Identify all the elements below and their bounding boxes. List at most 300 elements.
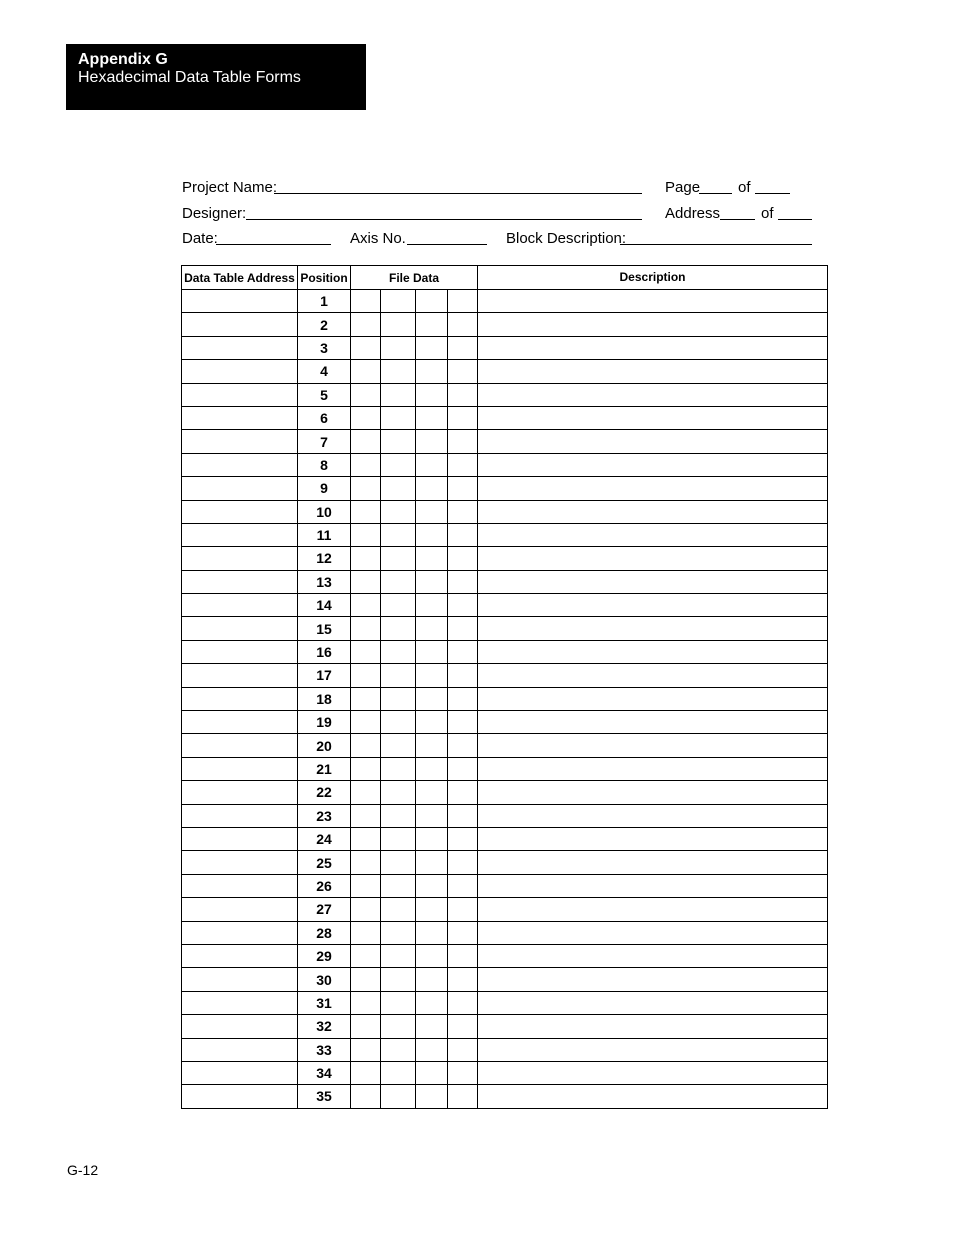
file-data-cell[interactable] xyxy=(448,383,478,406)
address-cell[interactable] xyxy=(182,477,298,500)
file-data-cell[interactable] xyxy=(351,406,381,429)
position-cell: 16 xyxy=(298,640,351,663)
file-data-cell[interactable] xyxy=(381,1015,416,1038)
file-data-cell[interactable] xyxy=(381,804,416,827)
file-data-cell[interactable] xyxy=(381,383,416,406)
table-row xyxy=(182,336,828,359)
table-row xyxy=(182,640,828,663)
address-cell[interactable] xyxy=(182,1085,298,1108)
file-data-cell[interactable] xyxy=(351,944,381,967)
position-cell: 12 xyxy=(298,547,351,570)
file-data-cell[interactable] xyxy=(351,734,381,757)
col-header-description: Description xyxy=(478,266,828,290)
address-of-label: of xyxy=(761,205,774,222)
description-cell[interactable] xyxy=(478,664,828,687)
file-data-cell[interactable] xyxy=(381,968,416,991)
description-cell[interactable] xyxy=(478,313,828,336)
table-row xyxy=(182,968,828,991)
description-cell[interactable] xyxy=(478,290,828,313)
address-cell[interactable] xyxy=(182,523,298,546)
table-row xyxy=(182,1061,828,1084)
file-data-cell[interactable] xyxy=(416,523,448,546)
file-data-cell[interactable] xyxy=(381,430,416,453)
address-cell[interactable] xyxy=(182,313,298,336)
file-data-cell[interactable] xyxy=(351,1061,381,1084)
file-data-cell[interactable] xyxy=(351,523,381,546)
file-data-cell[interactable] xyxy=(416,617,448,640)
address-cell[interactable] xyxy=(182,734,298,757)
file-data-cell[interactable] xyxy=(351,921,381,944)
table-row xyxy=(182,547,828,570)
page-of-label: of xyxy=(738,179,751,196)
table-row xyxy=(182,757,828,780)
file-data-cell[interactable] xyxy=(416,781,448,804)
file-data-cell[interactable] xyxy=(448,1085,478,1108)
file-data-cell[interactable] xyxy=(381,664,416,687)
file-data-cell[interactable] xyxy=(351,711,381,734)
description-cell[interactable] xyxy=(478,851,828,874)
address-cell[interactable] xyxy=(182,711,298,734)
position-cell: 9 xyxy=(298,477,351,500)
file-data-cell[interactable] xyxy=(351,991,381,1014)
file-data-cell[interactable] xyxy=(351,594,381,617)
file-data-cell[interactable] xyxy=(416,640,448,663)
table-row xyxy=(182,827,828,850)
file-data-cell[interactable] xyxy=(416,734,448,757)
position-cell: 24 xyxy=(298,827,351,850)
position-cell: 15 xyxy=(298,617,351,640)
address-cell[interactable] xyxy=(182,874,298,897)
file-data-cell[interactable] xyxy=(351,547,381,570)
file-data-cell[interactable] xyxy=(381,570,416,593)
table-row xyxy=(182,523,828,546)
file-data-cell[interactable] xyxy=(416,360,448,383)
file-data-cell[interactable] xyxy=(448,453,478,476)
designer-label: Designer: xyxy=(182,205,247,222)
file-data-cell[interactable] xyxy=(381,1038,416,1061)
project-name-field[interactable] xyxy=(274,193,642,194)
col-header-address: Data Table Address xyxy=(182,266,298,290)
address-cell[interactable] xyxy=(182,500,298,523)
file-data-cell[interactable] xyxy=(381,360,416,383)
form-row-date xyxy=(182,230,822,250)
file-data-cell[interactable] xyxy=(448,804,478,827)
address-cell[interactable] xyxy=(182,921,298,944)
description-cell[interactable] xyxy=(478,336,828,359)
date-label: Date: xyxy=(182,230,218,247)
position-cell: 32 xyxy=(298,1015,351,1038)
address-cell[interactable] xyxy=(182,336,298,359)
table-row xyxy=(182,781,828,804)
description-cell[interactable] xyxy=(478,383,828,406)
description-cell[interactable] xyxy=(478,406,828,429)
file-data-cell[interactable] xyxy=(448,664,478,687)
description-cell[interactable] xyxy=(478,687,828,710)
col-header-position: Position xyxy=(298,266,351,290)
table-row xyxy=(182,290,828,313)
position-cell: 28 xyxy=(298,921,351,944)
position-cell: 8 xyxy=(298,453,351,476)
file-data-cell[interactable] xyxy=(351,851,381,874)
description-cell[interactable] xyxy=(478,594,828,617)
file-data-cell[interactable] xyxy=(351,290,381,313)
block-description-field[interactable] xyxy=(620,244,812,245)
table-row xyxy=(182,360,828,383)
table-row xyxy=(182,477,828,500)
address-cell[interactable] xyxy=(182,781,298,804)
address-cell[interactable] xyxy=(182,664,298,687)
address-cell[interactable] xyxy=(182,804,298,827)
position-cell: 30 xyxy=(298,968,351,991)
file-data-cell[interactable] xyxy=(381,757,416,780)
description-cell[interactable] xyxy=(478,500,828,523)
file-data-cell[interactable] xyxy=(416,1015,448,1038)
file-data-cell[interactable] xyxy=(448,477,478,500)
file-data-cell[interactable] xyxy=(416,804,448,827)
file-data-cell[interactable] xyxy=(381,453,416,476)
position-cell: 18 xyxy=(298,687,351,710)
address-cell[interactable] xyxy=(182,594,298,617)
file-data-cell[interactable] xyxy=(416,664,448,687)
position-cell: 31 xyxy=(298,991,351,1014)
file-data-cell[interactable] xyxy=(416,827,448,850)
description-cell[interactable] xyxy=(478,734,828,757)
file-data-cell[interactable] xyxy=(448,290,478,313)
description-cell[interactable] xyxy=(478,1015,828,1038)
position-cell: 14 xyxy=(298,594,351,617)
file-data-cell[interactable] xyxy=(448,921,478,944)
file-data-cell[interactable] xyxy=(416,991,448,1014)
table-row xyxy=(182,804,828,827)
table-row xyxy=(182,383,828,406)
file-data-cell[interactable] xyxy=(416,453,448,476)
position-cell: 21 xyxy=(298,757,351,780)
file-data-cell[interactable] xyxy=(381,1061,416,1084)
page-number-field[interactable] xyxy=(699,193,732,194)
file-data-cell[interactable] xyxy=(448,781,478,804)
file-data-cell[interactable] xyxy=(381,336,416,359)
file-data-cell[interactable] xyxy=(448,360,478,383)
table-row xyxy=(182,1015,828,1038)
description-cell[interactable] xyxy=(478,453,828,476)
file-data-cell[interactable] xyxy=(448,711,478,734)
file-data-cell[interactable] xyxy=(351,804,381,827)
file-data-cell[interactable] xyxy=(381,477,416,500)
file-data-cell[interactable] xyxy=(448,968,478,991)
address-cell[interactable] xyxy=(182,827,298,850)
position-cell: 19 xyxy=(298,711,351,734)
address-cell[interactable] xyxy=(182,640,298,663)
axis-field[interactable] xyxy=(407,244,487,245)
table-header-row xyxy=(182,266,828,290)
file-data-cell[interactable] xyxy=(381,898,416,921)
file-data-cell[interactable] xyxy=(448,944,478,967)
file-data-cell[interactable] xyxy=(351,827,381,850)
file-data-cell[interactable] xyxy=(381,827,416,850)
file-data-cell[interactable] xyxy=(416,570,448,593)
file-data-cell[interactable] xyxy=(351,781,381,804)
file-data-cell[interactable] xyxy=(416,383,448,406)
file-data-cell[interactable] xyxy=(416,500,448,523)
description-cell[interactable] xyxy=(478,827,828,850)
position-cell: 25 xyxy=(298,851,351,874)
position-cell: 5 xyxy=(298,383,351,406)
address-cell[interactable] xyxy=(182,991,298,1014)
address-cell[interactable] xyxy=(182,1061,298,1084)
file-data-cell[interactable] xyxy=(381,944,416,967)
position-cell: 29 xyxy=(298,944,351,967)
file-data-cell[interactable] xyxy=(351,874,381,897)
file-data-cell[interactable] xyxy=(416,1085,448,1108)
description-cell[interactable] xyxy=(478,874,828,897)
file-data-cell[interactable] xyxy=(448,991,478,1014)
position-cell: 17 xyxy=(298,664,351,687)
file-data-cell[interactable] xyxy=(381,711,416,734)
file-data-cell[interactable] xyxy=(351,757,381,780)
address-cell[interactable] xyxy=(182,1015,298,1038)
file-data-cell[interactable] xyxy=(416,594,448,617)
file-data-cell[interactable] xyxy=(416,711,448,734)
file-data-cell[interactable] xyxy=(416,547,448,570)
address-cell[interactable] xyxy=(182,547,298,570)
address-cell[interactable] xyxy=(182,1038,298,1061)
address-cell[interactable] xyxy=(182,851,298,874)
description-cell[interactable] xyxy=(478,968,828,991)
file-data-cell[interactable] xyxy=(448,617,478,640)
description-cell[interactable] xyxy=(478,944,828,967)
page-label: Page xyxy=(665,179,701,196)
position-cell: 13 xyxy=(298,570,351,593)
position-cell: 35 xyxy=(298,1085,351,1108)
form-row-project xyxy=(182,179,822,199)
file-data-cell[interactable] xyxy=(416,290,448,313)
table-row xyxy=(182,1038,828,1061)
file-data-cell[interactable] xyxy=(381,313,416,336)
table-row xyxy=(182,617,828,640)
table-row xyxy=(182,874,828,897)
file-data-cell[interactable] xyxy=(416,874,448,897)
file-data-cell[interactable] xyxy=(448,687,478,710)
file-data-cell[interactable] xyxy=(448,336,478,359)
file-data-cell[interactable] xyxy=(351,1085,381,1108)
file-data-cell[interactable] xyxy=(381,594,416,617)
file-data-cell[interactable] xyxy=(351,898,381,921)
table-row xyxy=(182,687,828,710)
description-cell[interactable] xyxy=(478,547,828,570)
file-data-cell[interactable] xyxy=(381,781,416,804)
position-cell: 4 xyxy=(298,360,351,383)
file-data-cell[interactable] xyxy=(448,640,478,663)
file-data-cell[interactable] xyxy=(448,313,478,336)
file-data-cell[interactable] xyxy=(381,523,416,546)
table-row xyxy=(182,430,828,453)
table-row xyxy=(182,991,828,1014)
file-data-cell[interactable] xyxy=(416,406,448,429)
file-data-cell[interactable] xyxy=(416,851,448,874)
table-row xyxy=(182,500,828,523)
table-row xyxy=(182,921,828,944)
description-cell[interactable] xyxy=(478,781,828,804)
page-number: G-12 xyxy=(67,1162,99,1178)
description-cell[interactable] xyxy=(478,1061,828,1084)
file-data-cell[interactable] xyxy=(416,757,448,780)
file-data-cell[interactable] xyxy=(381,687,416,710)
file-data-cell[interactable] xyxy=(448,430,478,453)
file-data-cell[interactable] xyxy=(351,313,381,336)
description-cell[interactable] xyxy=(478,1038,828,1061)
address-cell[interactable] xyxy=(182,944,298,967)
file-data-cell[interactable] xyxy=(416,921,448,944)
table-row xyxy=(182,944,828,967)
file-data-cell[interactable] xyxy=(416,313,448,336)
form-row-designer xyxy=(182,205,822,225)
description-cell[interactable] xyxy=(478,617,828,640)
date-field[interactable] xyxy=(216,244,331,245)
address-cell[interactable] xyxy=(182,290,298,313)
file-data-cell[interactable] xyxy=(416,477,448,500)
description-cell[interactable] xyxy=(478,898,828,921)
file-data-cell[interactable] xyxy=(416,336,448,359)
file-data-cell[interactable] xyxy=(448,851,478,874)
file-data-cell[interactable] xyxy=(416,1038,448,1061)
address-cell[interactable] xyxy=(182,617,298,640)
position-cell: 10 xyxy=(298,500,351,523)
address-number-field[interactable] xyxy=(720,219,755,220)
position-cell: 6 xyxy=(298,406,351,429)
file-data-cell[interactable] xyxy=(448,406,478,429)
file-data-cell[interactable] xyxy=(351,430,381,453)
file-data-cell[interactable] xyxy=(416,968,448,991)
position-cell: 7 xyxy=(298,430,351,453)
file-data-cell[interactable] xyxy=(351,617,381,640)
file-data-cell[interactable] xyxy=(381,1085,416,1108)
address-cell[interactable] xyxy=(182,406,298,429)
table-row xyxy=(182,406,828,429)
file-data-cell[interactable] xyxy=(351,477,381,500)
address-cell[interactable] xyxy=(182,757,298,780)
table-row xyxy=(182,313,828,336)
description-cell[interactable] xyxy=(478,360,828,383)
file-data-cell[interactable] xyxy=(351,336,381,359)
file-data-cell[interactable] xyxy=(351,664,381,687)
file-data-cell[interactable] xyxy=(448,500,478,523)
file-data-cell[interactable] xyxy=(448,757,478,780)
description-cell[interactable] xyxy=(478,477,828,500)
file-data-cell[interactable] xyxy=(351,383,381,406)
position-cell: 2 xyxy=(298,313,351,336)
address-cell[interactable] xyxy=(182,360,298,383)
project-name-label: Project Name: xyxy=(182,179,278,196)
file-data-cell[interactable] xyxy=(381,547,416,570)
address-cell[interactable] xyxy=(182,430,298,453)
table-row xyxy=(182,570,828,593)
file-data-cell[interactable] xyxy=(416,898,448,921)
position-cell: 33 xyxy=(298,1038,351,1061)
file-data-cell[interactable] xyxy=(416,944,448,967)
file-data-cell[interactable] xyxy=(351,360,381,383)
file-data-cell[interactable] xyxy=(416,430,448,453)
address-cell[interactable] xyxy=(182,968,298,991)
file-data-cell[interactable] xyxy=(448,1061,478,1084)
address-cell[interactable] xyxy=(182,570,298,593)
file-data-cell[interactable] xyxy=(351,640,381,663)
file-data-cell[interactable] xyxy=(381,921,416,944)
file-data-cell[interactable] xyxy=(381,406,416,429)
position-cell: 22 xyxy=(298,781,351,804)
address-label: Address xyxy=(665,205,721,222)
file-data-cell[interactable] xyxy=(448,1038,478,1061)
position-cell: 20 xyxy=(298,734,351,757)
table-row xyxy=(182,594,828,617)
file-data-cell[interactable] xyxy=(448,1015,478,1038)
position-cell: 3 xyxy=(298,336,351,359)
file-data-cell[interactable] xyxy=(381,991,416,1014)
address-total-field[interactable] xyxy=(778,219,812,220)
address-cell[interactable] xyxy=(182,453,298,476)
designer-field[interactable] xyxy=(246,219,642,220)
page-total-field[interactable] xyxy=(755,193,790,194)
file-data-cell[interactable] xyxy=(351,453,381,476)
file-data-cell[interactable] xyxy=(381,617,416,640)
description-cell[interactable] xyxy=(478,523,828,546)
description-cell[interactable] xyxy=(478,430,828,453)
appendix-subtitle: Hexadecimal Data Table Forms xyxy=(78,69,301,86)
file-data-cell[interactable] xyxy=(448,827,478,850)
file-data-cell[interactable] xyxy=(351,968,381,991)
address-cell[interactable] xyxy=(182,383,298,406)
file-data-cell[interactable] xyxy=(448,570,478,593)
table-row xyxy=(182,664,828,687)
description-cell[interactable] xyxy=(478,1085,828,1108)
table-row xyxy=(182,711,828,734)
description-cell[interactable] xyxy=(478,570,828,593)
appendix-header xyxy=(66,44,366,110)
file-data-cell[interactable] xyxy=(351,687,381,710)
address-cell[interactable] xyxy=(182,898,298,921)
position-cell: 1 xyxy=(298,290,351,313)
description-cell[interactable] xyxy=(478,640,828,663)
file-data-cell[interactable] xyxy=(448,523,478,546)
file-data-cell[interactable] xyxy=(381,734,416,757)
file-data-cell[interactable] xyxy=(351,1015,381,1038)
description-cell[interactable] xyxy=(478,757,828,780)
file-data-cell[interactable] xyxy=(416,1061,448,1084)
file-data-cell[interactable] xyxy=(448,547,478,570)
description-cell[interactable] xyxy=(478,711,828,734)
description-cell[interactable] xyxy=(478,991,828,1014)
table-row xyxy=(182,1085,828,1108)
file-data-cell[interactable] xyxy=(351,1038,381,1061)
file-data-cell[interactable] xyxy=(351,570,381,593)
file-data-cell[interactable] xyxy=(381,500,416,523)
file-data-cell[interactable] xyxy=(381,851,416,874)
file-data-cell[interactable] xyxy=(416,687,448,710)
table-row xyxy=(182,453,828,476)
table-row xyxy=(182,734,828,757)
description-cell[interactable] xyxy=(478,921,828,944)
file-data-cell[interactable] xyxy=(448,734,478,757)
file-data-cell[interactable] xyxy=(448,898,478,921)
file-data-cell[interactable] xyxy=(448,874,478,897)
file-data-cell[interactable] xyxy=(381,640,416,663)
address-cell[interactable] xyxy=(182,687,298,710)
file-data-cell[interactable] xyxy=(448,594,478,617)
file-data-cell[interactable] xyxy=(381,874,416,897)
position-cell: 26 xyxy=(298,874,351,897)
file-data-cell[interactable] xyxy=(351,500,381,523)
file-data-cell[interactable] xyxy=(381,290,416,313)
description-cell[interactable] xyxy=(478,804,828,827)
